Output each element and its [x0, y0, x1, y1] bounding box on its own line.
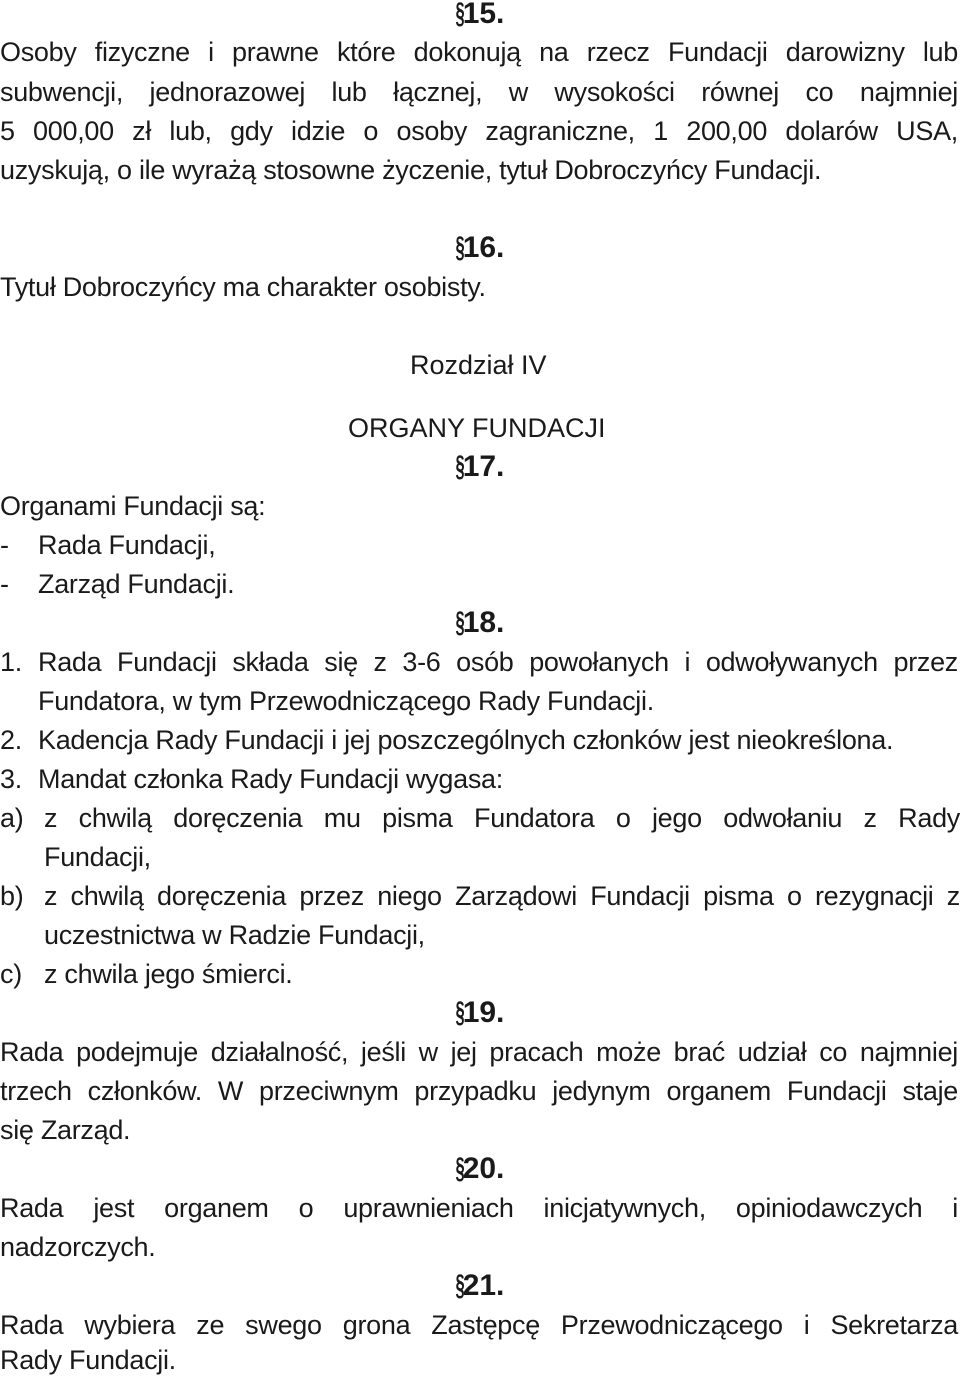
section-symbol: § — [455, 606, 465, 639]
paragraph-line: się Zarząd. — [0, 1115, 131, 1145]
list-item-text: Rada Fundacji, — [38, 530, 216, 560]
paragraph-line: Organami Fundacji są: — [0, 491, 266, 521]
item-number: 3. — [0, 764, 22, 794]
lettered-item-a — [0, 800, 960, 836]
section-symbol: § — [455, 0, 465, 30]
section-symbol: § — [455, 996, 465, 1029]
section-number: 18. — [462, 606, 505, 639]
section-number: 15. — [462, 0, 505, 30]
section-symbol: § — [455, 450, 465, 483]
list-dash: - — [0, 569, 9, 599]
section-symbol: § — [455, 1269, 465, 1302]
paragraph-line: 5 000,00 zł lub, gdy idzie o osoby zagraniczne, 1 200,00 dolarów USA, — [0, 116, 958, 146]
section-heading-19 — [448, 995, 504, 1031]
section-heading-18 — [448, 605, 504, 641]
section-symbol: § — [455, 231, 465, 264]
item-letter: b) — [0, 881, 24, 911]
section-symbol: § — [455, 1152, 465, 1185]
numbered-item-2 — [0, 722, 893, 758]
section-heading-21 — [448, 1268, 504, 1304]
paragraph-line: Osoby fizyczne i prawne które dokonują na rzecz Fundacji darowizny lub — [0, 37, 958, 67]
item-number: 2. — [0, 725, 22, 755]
lettered-item-c — [0, 956, 292, 992]
section-number: 21. — [462, 1269, 505, 1302]
item-text: z chwila jego śmierci. — [44, 959, 293, 989]
list-item — [0, 566, 234, 602]
item-text: Kadencja Rady Fundacji i jej poszczególnych członków jest nieokreślona. — [38, 725, 894, 755]
item-letter: a) — [0, 803, 24, 833]
list-item-text: Zarząd Fundacji. — [38, 569, 235, 599]
lettered-item-b — [0, 878, 960, 914]
paragraph-line: nadzorczych. — [0, 1232, 156, 1262]
item-text: z chwilą doręczenia przez niego Zarządowi Fundacji pisma o rezygnacji z — [44, 881, 960, 911]
paragraph-line: Rada wybiera ze swego grona Zastępcę Przewodniczącego i Sekretarza — [0, 1310, 958, 1340]
item-continuation: Fundacji, — [44, 842, 151, 872]
list-dash: - — [0, 530, 9, 560]
section-heading-17 — [448, 449, 504, 485]
section-number: 16. — [462, 231, 505, 264]
paragraph-line: Rada podejmuje działalność, jeśli w jej pracach może brać udział co najmniej — [0, 1037, 958, 1067]
paragraph-line: Rady Fundacji. — [0, 1345, 176, 1375]
paragraph-line: uzyskują, o ile wyrażą stosowne życzenie, tytuł Dobroczyńcy Fundacji. — [0, 155, 822, 185]
section-heading-16 — [448, 230, 504, 266]
numbered-item-1 — [0, 644, 958, 680]
item-text: z chwilą doręczenia mu pisma Fundatora o jego odwołaniu z Rady — [44, 803, 960, 833]
item-text: Mandat członka Rady Fundacji wygasa: — [38, 764, 503, 794]
section-heading-20 — [448, 1151, 504, 1187]
section-heading-15 — [448, 0, 504, 32]
item-continuation: Fundatora, w tym Przewodniczącego Rady Fundacji. — [38, 686, 654, 716]
item-text: Rada Fundacji składa się z 3-6 osób powołanych i odwoływanych przez — [38, 647, 958, 677]
chapter-title: Rozdział IV — [410, 350, 547, 380]
item-number: 1. — [0, 647, 22, 677]
paragraph-line: trzech członków. W przeciwnym przypadku jedynym organem Fundacji staje — [0, 1076, 958, 1106]
item-continuation: uczestnictwa w Radzie Fundacji, — [44, 920, 425, 950]
section-number: 17. — [462, 450, 505, 483]
section-number: 20. — [462, 1152, 505, 1185]
paragraph-line: Tytuł Dobroczyńcy ma charakter osobisty. — [0, 272, 486, 302]
item-letter: c) — [0, 959, 22, 989]
chapter-subtitle: ORGANY FUNDACJI — [348, 413, 606, 443]
paragraph-line: subwencji, jednorazowej lub łącznej, w wysokości równej co najmniej — [0, 77, 958, 107]
section-number: 19. — [462, 996, 505, 1029]
paragraph-line: Rada jest organem o uprawnieniach inicjatywnych, opiniodawczych i — [0, 1193, 958, 1223]
numbered-item-3 — [0, 761, 503, 797]
list-item — [0, 527, 215, 563]
